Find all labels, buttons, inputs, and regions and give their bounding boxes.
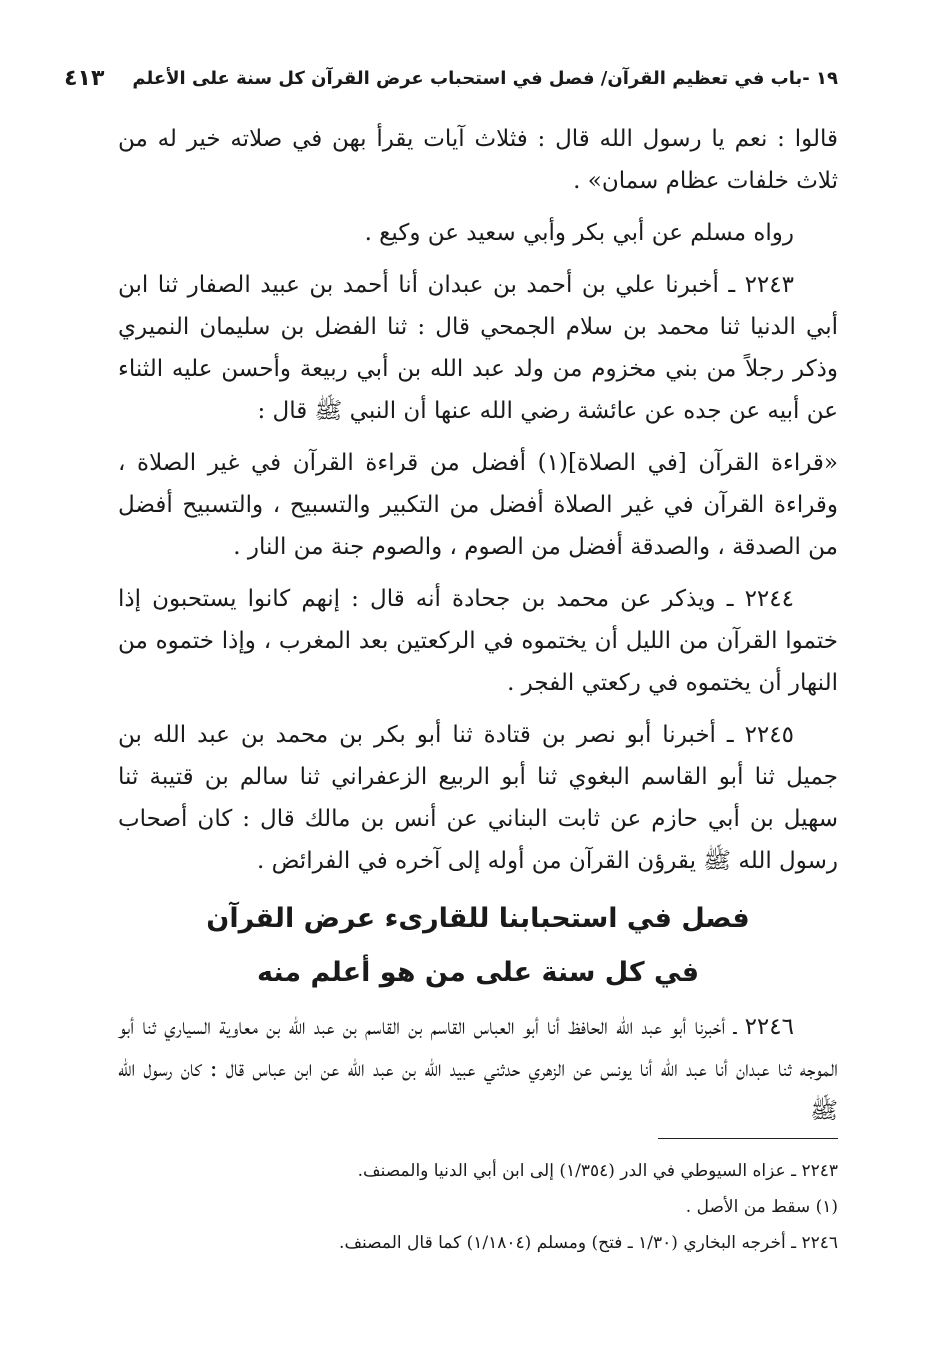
- paragraph-2: رواه مسلم عن أبي بكر وأبي سعيد عن وكيع .: [364, 220, 794, 246]
- footnotes: [118, 1138, 838, 1261]
- footnote-3: ٢٢٤٦ ـ أخرجه البخاري (١/٣٠ ـ فتح) ومسلم (١/١٨٠٤) كما قال المصنف.: [339, 1233, 838, 1253]
- paragraph-1: قالوا : نعم يا رسول الله قال : فثلاث آيات يقرأ بهن في صلاته خير له من ثلاث خلفات عظام سمان» .: [118, 126, 838, 194]
- page: [64, 58, 838, 1142]
- footnote-rule: [658, 1138, 838, 1139]
- section-heading-line-1: فصل في استحبابنا للقارىء عرض القرآن: [206, 903, 750, 934]
- paragraph-quote: «قراءة القرآن [في الصلاة](١) أفضل من قراءة القرآن في غير الصلاة ، وقراءة القرآن في غير الصلاة أفضل من التكبير والتسبيح ، والتسبيح أفضل من الصدقة ، والصدقة أفضل من الصوم ، والصوم جنة من النار .: [118, 450, 838, 560]
- paragraph-hadith-2243: ٢٢٤٣ ـ أخبرنا علي بن أحمد بن عبدان أنا أحمد بن عبيد الصفار ثنا ابن أبي الدنيا ثنا محمد بن سلام الجمحي قال : ثنا الفضل بن سليمان النميري وذكر رجلاً من بني مخزوم من ولد عبد الله بن أبي ربيعة وأحسن عليه الثناء عن أبيه عن جده عن عائشة رضي الله عنها أن النبي ﷺ قال :: [118, 272, 838, 424]
- paragraph-hadith-2245: ٢٢٤٥ ـ أخبرنا أبو نصر بن قتادة ثنا أبو بكر بن محمد بن عبد الله بن جميل ثنا أبو القاسم البغوي ثنا أبو الربيع الزعفراني ثنا سالم بن قتيبة ثنا سهيل بن أبي حازم عن ثابت البناني عن أنس بن مالك قال : كان أصحاب رسول الله ﷺ يقرؤن القرآن من أوله إلى آخره في الفرائض .: [118, 722, 838, 874]
- running-head: [64, 58, 838, 98]
- section-heading-line-2: في كل سنة على من هو أعلم منه: [257, 957, 699, 988]
- footnote-1: ٢٢٤٣ ـ عزاه السيوطي في الدر (١/٣٥٤) إلى ابن أبي الدنيا والمصنف.: [357, 1161, 838, 1181]
- chapter-title: ١٩ -باب في تعظيم القرآن/ فصل في استحباب عرض القرآن كل سنة على الأعلم: [132, 67, 838, 89]
- body-text: [118, 118, 838, 1132]
- footnote-2: (١) سقط من الأصل .: [685, 1197, 838, 1217]
- paragraph-hadith-2244: ٢٢٤٤ ـ ويذكر عن محمد بن جحادة أنه قال : إنهم كانوا يستحبون إذا ختموا القرآن من الليل أن يختموه في الركعتين بعد المغرب ، وإذا ختموه من النهار أن يختموه في ركعتي الفجر .: [118, 586, 838, 696]
- section-heading: [118, 892, 838, 1000]
- paragraph-hadith-2246: ٢٢٤٦ ـ أخبرنا أبو عبد الله الحافظ أنا أبو العباس القاسم بن القاسم بن عبد الله بن معاوية السياري ثنا أبو الموجه ثنا عبدان أنا عبد الله أنا يونس عن الزهري حدثني عبيد الله بن عبد الله عن ابن عباس قال : كان رسول الله ﷺ: [118, 1014, 838, 1124]
- page-number: ٤١٣: [64, 65, 105, 91]
